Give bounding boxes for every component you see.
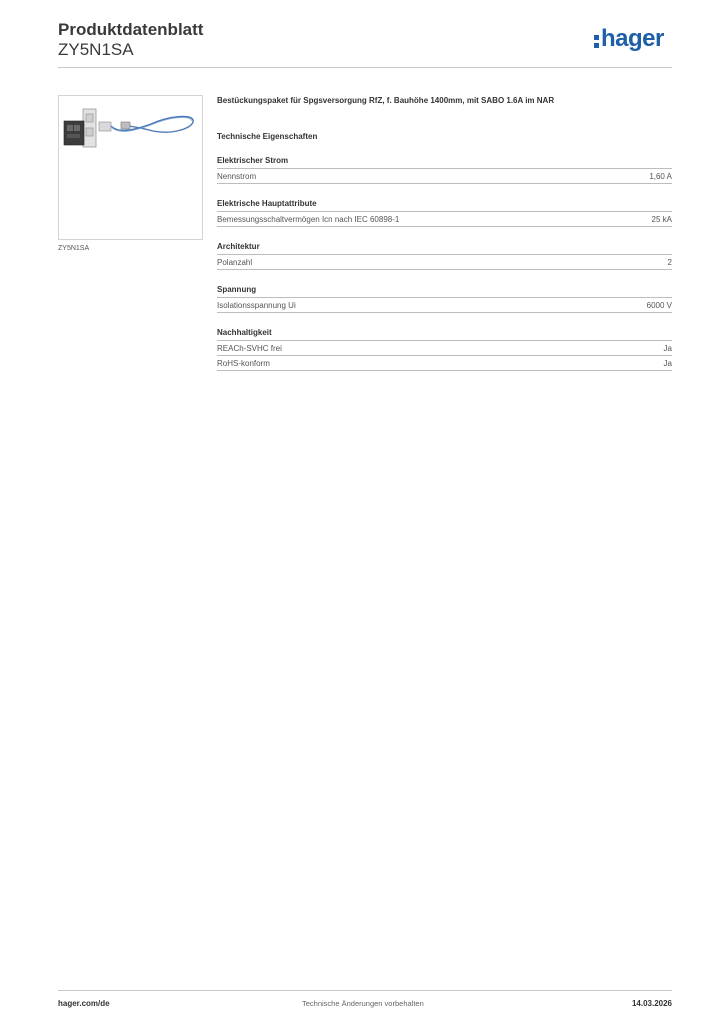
property-row	[217, 212, 672, 227]
product-image	[58, 95, 203, 240]
property-row	[217, 298, 672, 313]
product-photo-icon	[59, 96, 202, 239]
section-sustainability	[217, 328, 672, 371]
property-value: 2	[667, 258, 672, 267]
section-heading: Elektrische Hauptattribute	[217, 199, 672, 212]
property-value: 6000 V	[646, 301, 672, 310]
property-label: REACh-SVHC frei	[217, 344, 282, 353]
section-architecture	[217, 242, 672, 270]
tech-properties-title: Technische Eigenschaften	[217, 132, 318, 141]
section-heading: Architektur	[217, 242, 672, 255]
document-title: Produktdatenblatt	[58, 20, 204, 39]
section-heading: Nachhaltigkeit	[217, 328, 672, 341]
property-label: Isolationsspannung Ui	[217, 301, 296, 310]
footer-date: 14.03.2026	[631, 999, 672, 1008]
property-value: 25 kA	[651, 215, 672, 224]
logo-dots-icon	[594, 35, 599, 48]
product-description: Bestückungspaket für Spgsversorgung RfZ, f. Bauhöhe 1400mm, mit SABO 1.6A im NAR	[217, 96, 555, 105]
hager-logo	[594, 27, 664, 51]
footer-divider	[58, 990, 672, 991]
property-value: Ja	[663, 344, 672, 353]
property-value: Ja	[663, 359, 672, 368]
image-caption: ZY5N1SA	[58, 245, 90, 252]
logo-text: hager	[601, 25, 664, 52]
product-details	[217, 96, 672, 371]
header-divider	[58, 67, 672, 68]
article-number: ZY5N1SA	[58, 40, 134, 59]
property-label: Polanzahl	[217, 258, 253, 267]
property-row	[217, 356, 672, 371]
section-voltage	[217, 285, 672, 313]
property-row	[217, 169, 672, 184]
property-label: Nennstrom	[217, 172, 257, 181]
section-electrical-main-attributes	[217, 199, 672, 227]
property-value: 1,60 A	[649, 172, 672, 181]
section-heading: Elektrischer Strom	[217, 156, 672, 169]
property-row	[217, 255, 672, 270]
property-label: RoHS-konform	[217, 359, 270, 368]
property-label: Bemessungsschaltvermögen Icn nach IEC 60898-1	[217, 215, 400, 224]
property-row	[217, 341, 672, 356]
section-heading: Spannung	[217, 285, 672, 298]
footer-website-link[interactable]: hager.com/de	[58, 999, 110, 1008]
section-electric-current	[217, 156, 672, 184]
footer-disclaimer: Technische Änderungen vorbehalten	[302, 999, 424, 1008]
